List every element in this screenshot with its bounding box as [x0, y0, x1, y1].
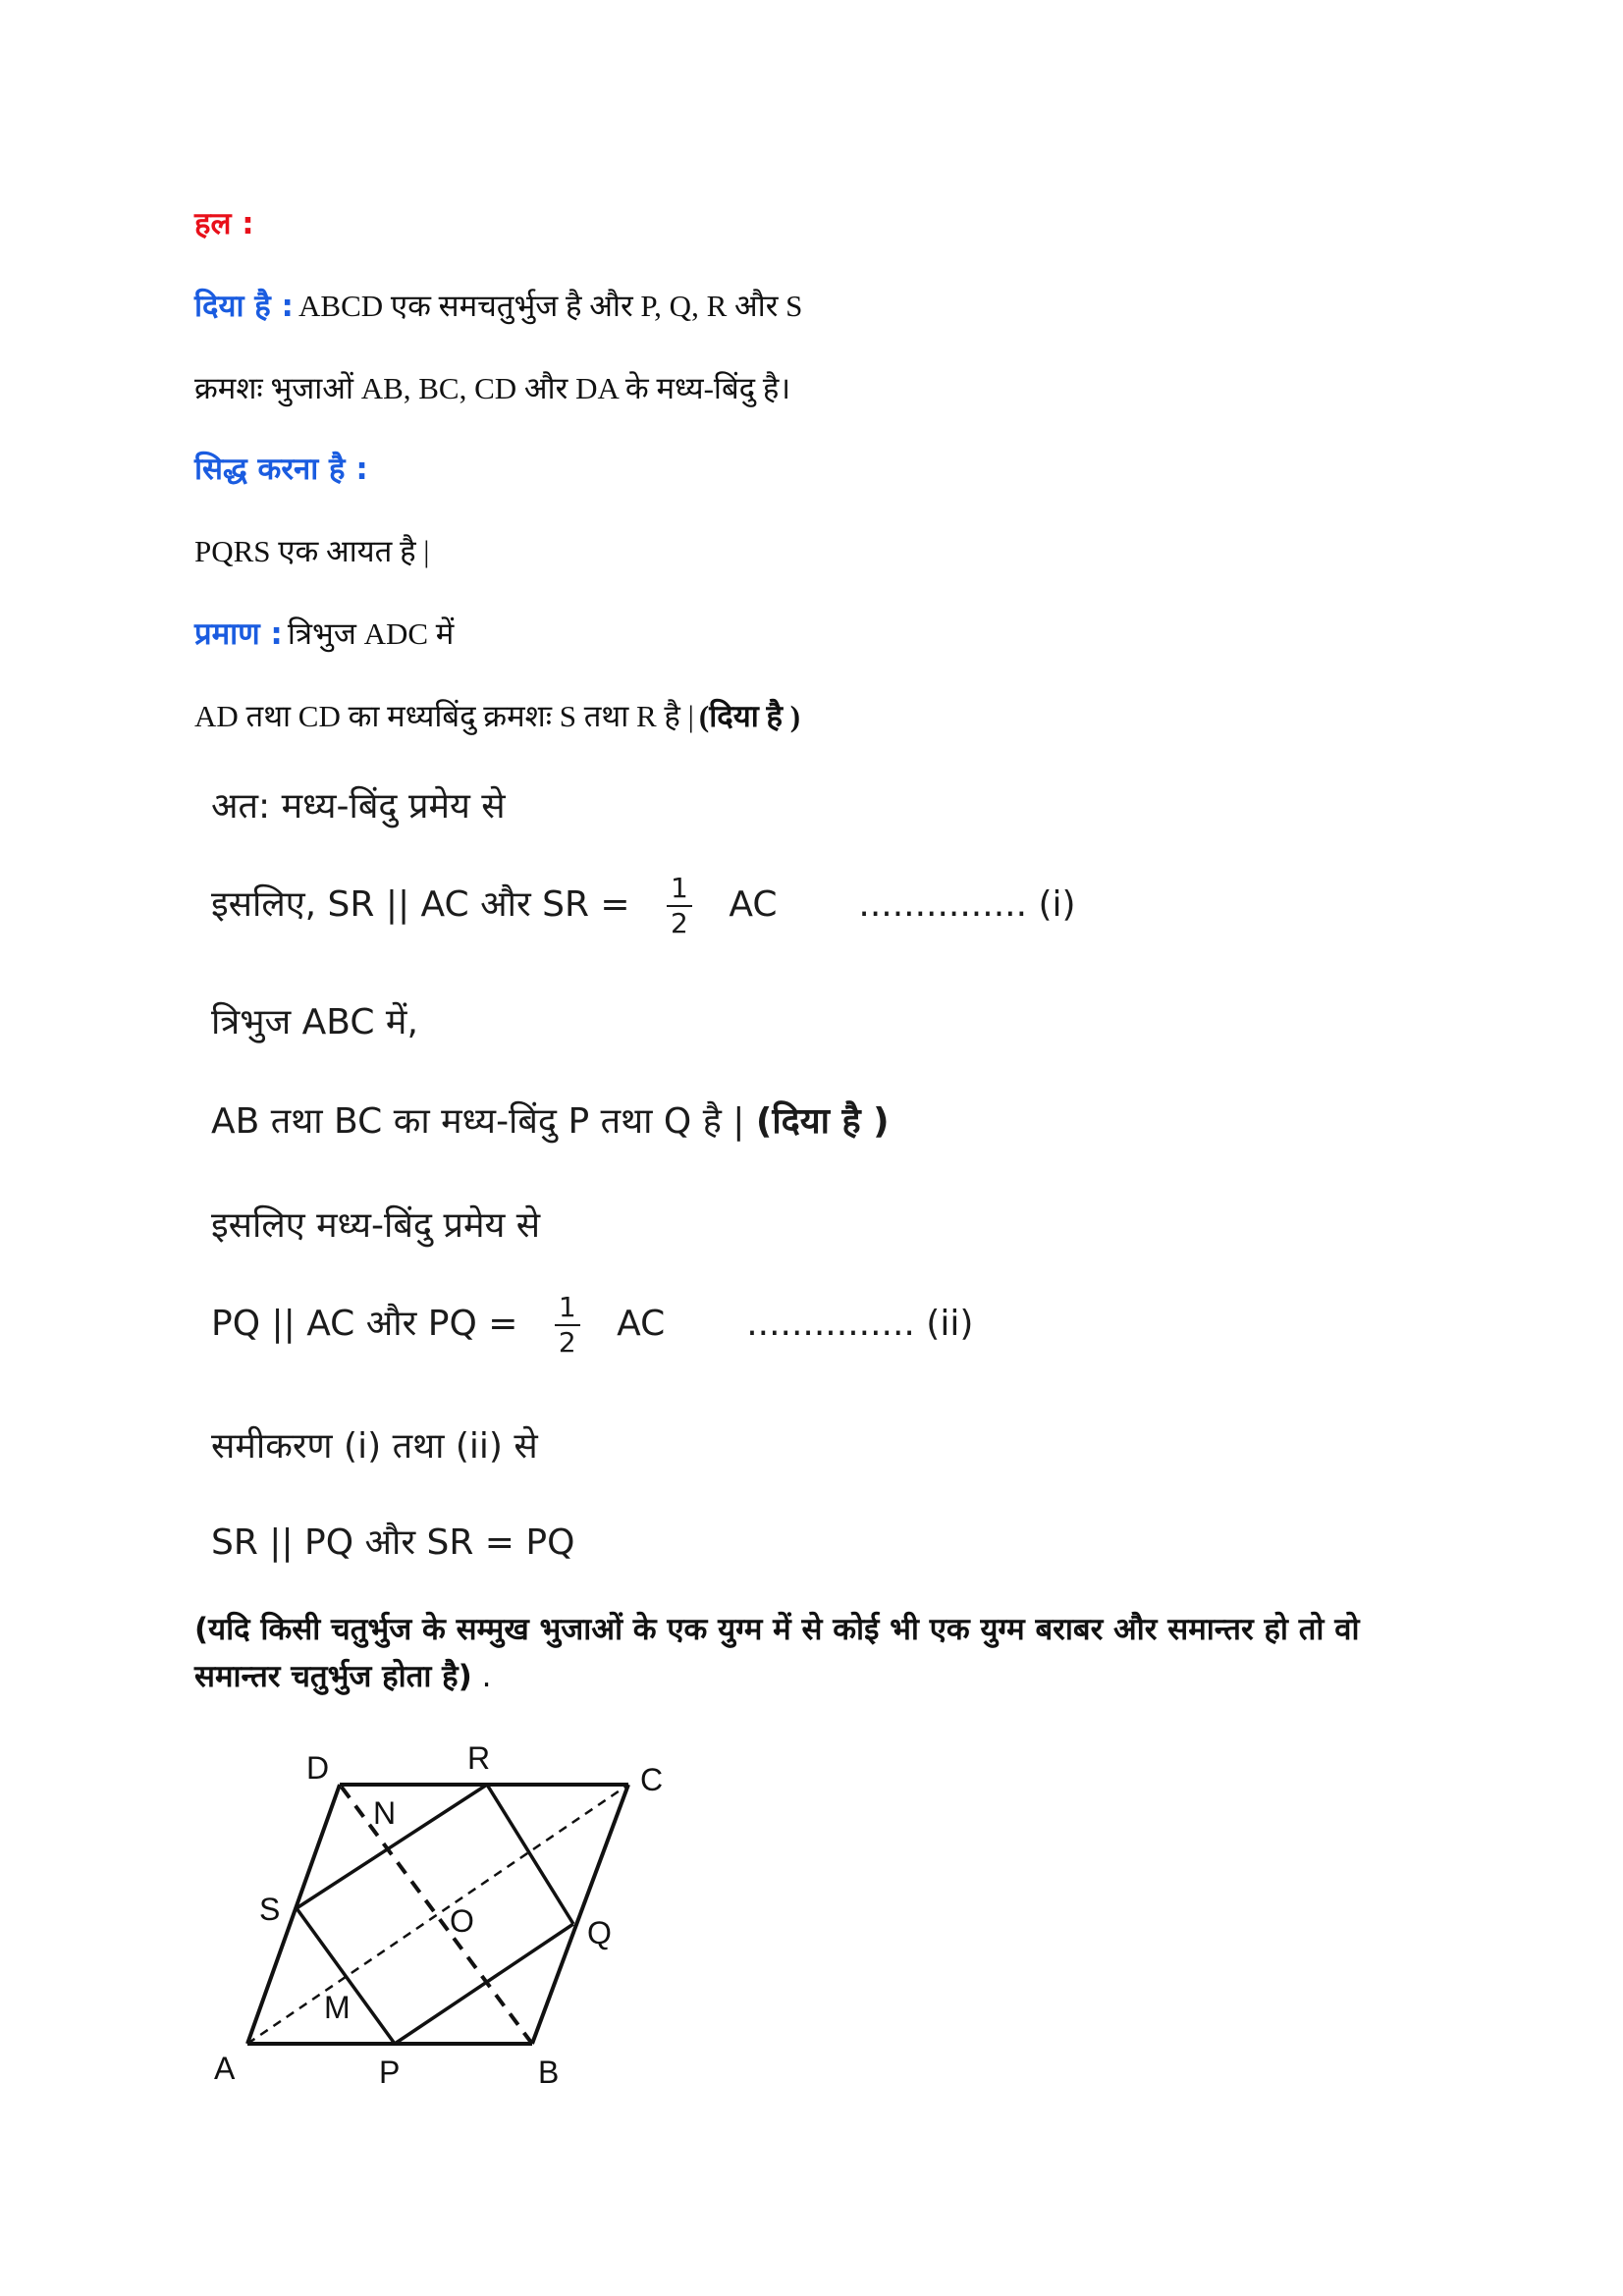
given-label: दिया है : [194, 289, 294, 324]
to-prove-text: PQRS एक आयत है | [194, 534, 430, 568]
side-qr [487, 1785, 573, 1924]
step-6-text: PQ || AC और PQ = [211, 1304, 518, 1344]
parallelogram-note [194, 1606, 1432, 1700]
label-p: P [379, 2055, 401, 2090]
fraction-half [667, 872, 692, 940]
side-pq [395, 1924, 573, 2044]
diagonal-ac [247, 1785, 628, 2044]
step-6-ac: AC [617, 1304, 666, 1344]
rhombus-figure [196, 1728, 746, 2101]
proof-line [194, 613, 454, 654]
label-n: N [373, 1795, 397, 1831]
step-1: अत: मध्य-बिंदु प्रमेय से [211, 786, 506, 827]
step-2-text: इसलिए, SR || AC और SR = [211, 884, 630, 925]
fraction-denominator: 2 [671, 907, 688, 939]
note-text: (यदि किसी चतुर्भुज के सम्मुख भुजाओं के एक युग्म में से कोई भी एक युग्म बराबर और समान्तर हो तो वो समान्तर चतुर्भुज होता है) [194, 1612, 1360, 1694]
fraction-numerator: 1 [667, 872, 692, 907]
proof-text: त्रिभुज ADC में [287, 616, 455, 651]
step-5: इसलिए मध्य-बिंदु प्रमेय से [211, 1205, 541, 1246]
note-tail: . [471, 1659, 492, 1694]
proof-label: प्रमाण : [194, 616, 283, 652]
label-b: B [538, 2055, 560, 2090]
step-8: SR || PQ और SR = PQ [211, 1522, 575, 1563]
step-4 [211, 1095, 890, 1144]
proof-line-2-given: (दिया है ) [698, 699, 801, 733]
fraction-denominator-2: 2 [558, 1326, 576, 1359]
given-text: ABCD एक समचतुर्भुज है और P, Q, R और S [298, 289, 803, 323]
step-6 [211, 1291, 973, 1360]
label-q: Q [587, 1915, 612, 1950]
fraction-numerator-2: 1 [555, 1291, 580, 1326]
step-2-ref: ............... (i) [858, 884, 1076, 925]
label-m: M [324, 1990, 351, 2025]
step-2 [211, 872, 1076, 940]
step-4-text: AB तथा BC का मध्य-बिंदु P तथा Q है | [211, 1101, 745, 1142]
given-line [194, 285, 802, 326]
step-7: समीकरण (i) तथा (ii) से [211, 1426, 538, 1467]
label-a: A [214, 2051, 236, 2086]
step-2-ac: AC [729, 884, 778, 925]
fraction-half-2 [555, 1291, 580, 1360]
step-4-given: (दिया है ) [755, 1101, 890, 1142]
label-c: C [640, 1762, 664, 1797]
to-prove-label: सिद्ध करना है : [194, 452, 368, 487]
proof-line-2 [194, 695, 800, 736]
given-text-2: क्रमशः भुजाओं AB, BC, CD और DA के मध्य-बिंदु है। [194, 371, 791, 405]
label-s: S [259, 1892, 281, 1927]
label-o: O [450, 1903, 474, 1939]
solution-heading: हल : [194, 206, 254, 241]
label-r: R [467, 1740, 491, 1776]
proof-line-2-text: AD तथा CD का मध्यबिंदु क्रमशः S तथा R है | [194, 699, 694, 733]
label-d: D [306, 1750, 330, 1786]
step-3: त्रिभुज ABC में, [211, 1002, 418, 1042]
side-bc [532, 1785, 628, 2044]
step-6-ref: ............... (ii) [746, 1304, 974, 1344]
